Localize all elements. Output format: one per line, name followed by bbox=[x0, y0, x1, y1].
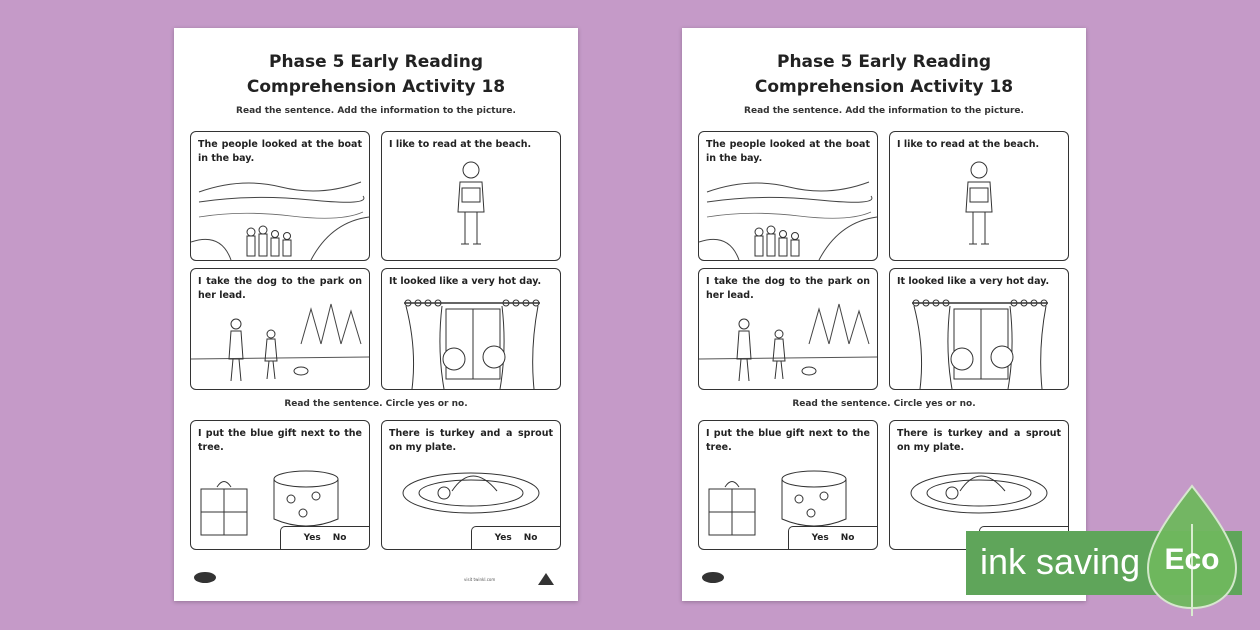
panel-bay: The people looked at the boat in the bay. bbox=[698, 131, 878, 261]
worksheet-preview-left bbox=[174, 28, 578, 601]
panel-park: I take the dog to the park on her lead. bbox=[190, 268, 370, 390]
ink-saving-label: ink saving bbox=[980, 541, 1141, 582]
panel-beach: I like to read at the beach. bbox=[889, 131, 1069, 261]
yes-no-box bbox=[280, 526, 369, 549]
no-option[interactable]: No bbox=[840, 533, 855, 543]
yes-no-box bbox=[788, 526, 877, 549]
page-title: Phase 5 Early Reading Comprehension Activity 18 bbox=[246, 52, 506, 97]
yes-option[interactable]: Yes bbox=[494, 533, 512, 543]
window-illustration bbox=[890, 269, 1068, 389]
child-reading-illustration bbox=[890, 132, 1068, 260]
eco-label: Eco bbox=[1164, 543, 1220, 576]
park-illustration bbox=[699, 269, 877, 389]
panel-park: I take the dog to the park on her lead. bbox=[698, 268, 878, 390]
panel-window: It looked like a very hot day. bbox=[381, 268, 561, 390]
yes-no-box bbox=[471, 526, 560, 549]
no-option[interactable]: No bbox=[332, 533, 347, 543]
instruction-top: Read the sentence. Add the information to the picture. bbox=[236, 106, 516, 116]
no-option[interactable]: No bbox=[523, 533, 538, 543]
child-reading-illustration bbox=[382, 132, 560, 260]
panel-plate: There is turkey and a sprout on my plate. Yes No bbox=[381, 420, 561, 550]
bay-illustration bbox=[699, 132, 877, 260]
bay-illustration bbox=[191, 132, 369, 260]
panel-bay: The people looked at the boat in the bay. bbox=[190, 131, 370, 261]
twinkl-logo bbox=[702, 572, 724, 583]
park-illustration bbox=[191, 269, 369, 389]
panel-plate: There is turkey and a sprout on my plate. bbox=[889, 420, 1069, 550]
instruction-mid: Read the sentence. Circle yes or no. bbox=[284, 399, 468, 409]
worksheet-preview-right bbox=[682, 28, 1086, 601]
twinkl-logo bbox=[194, 572, 216, 583]
instruction-mid: Read the sentence. Circle yes or no. bbox=[792, 399, 976, 409]
yes-option[interactable]: Yes bbox=[303, 533, 321, 543]
panel-window: It looked like a very hot day. bbox=[889, 268, 1069, 390]
window-illustration bbox=[382, 269, 560, 389]
panel-gift: I put the blue gift next to the tree. Yes No bbox=[190, 420, 370, 550]
panel-gift: I put the blue gift next to the tree. Yes No bbox=[698, 420, 878, 550]
footer-stamp-icon bbox=[536, 571, 556, 587]
footer-text: visit twinkl.com bbox=[464, 577, 496, 582]
instruction-top: Read the sentence. Add the information to the picture. bbox=[744, 106, 1024, 116]
page-title: Phase 5 Early Reading Comprehension Activity 18 bbox=[754, 52, 1014, 97]
panel-beach: I like to read at the beach. bbox=[381, 131, 561, 261]
yes-option[interactable]: Yes bbox=[811, 533, 829, 543]
